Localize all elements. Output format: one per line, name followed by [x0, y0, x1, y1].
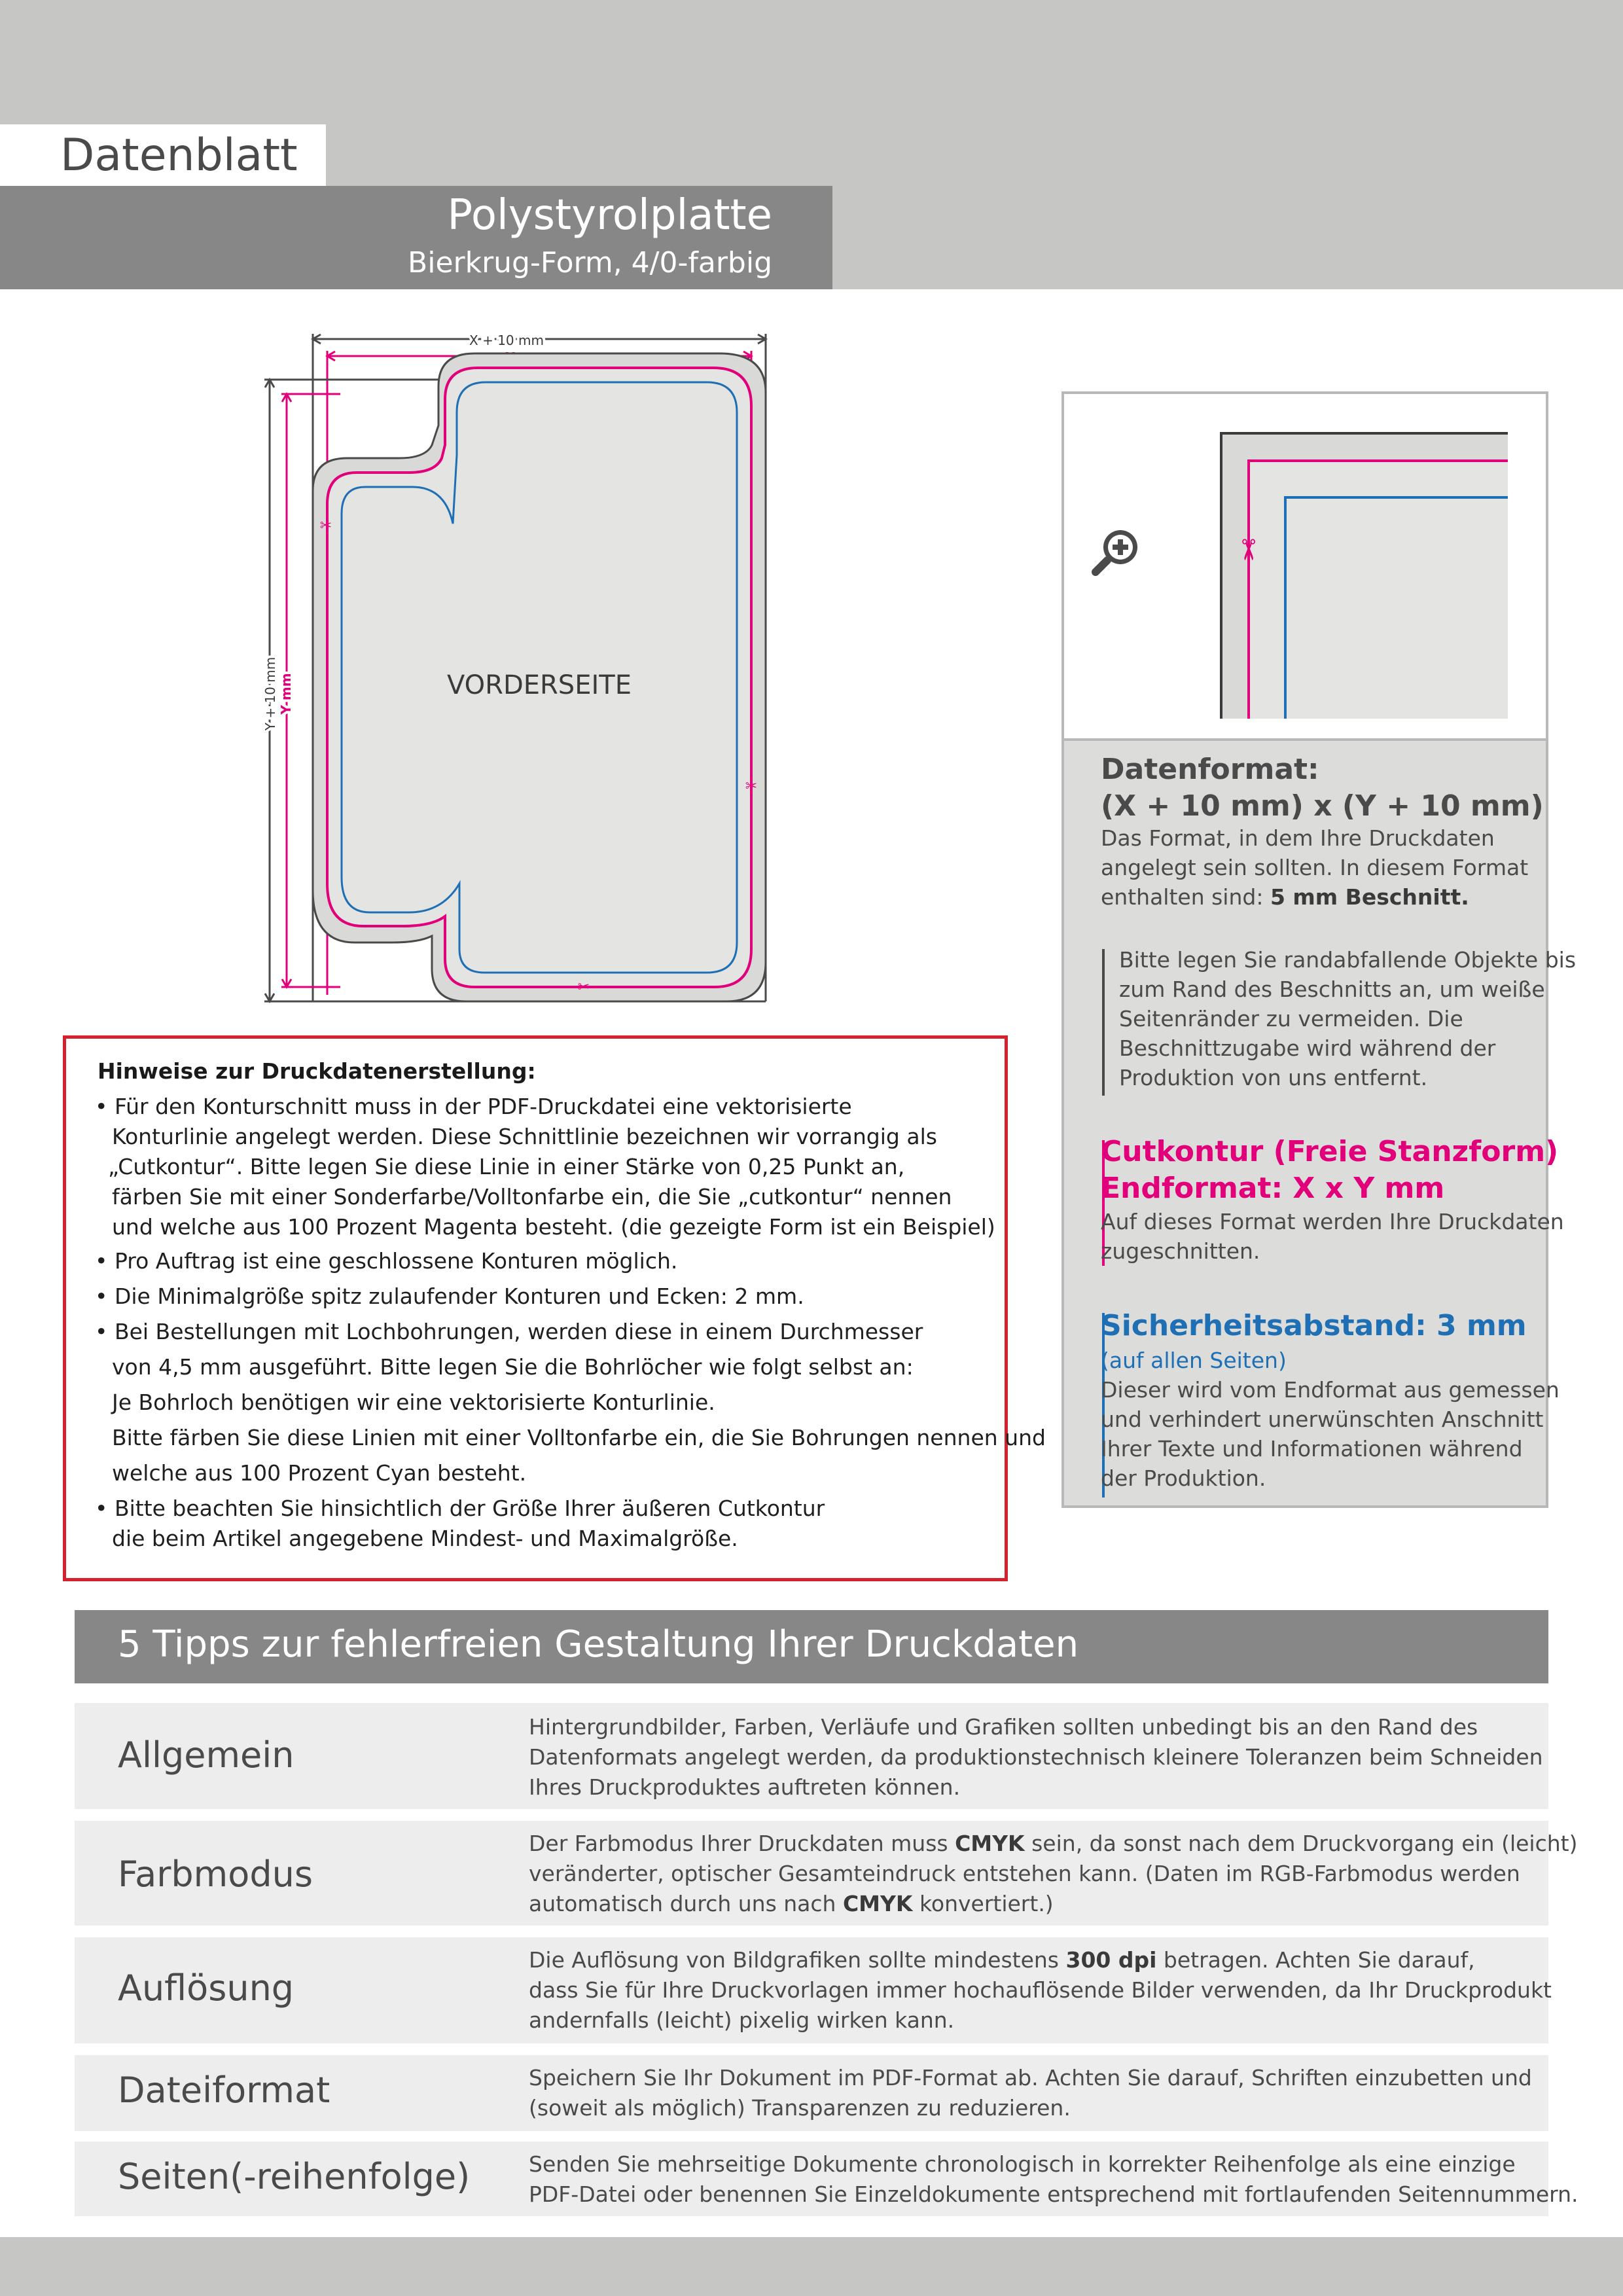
- tip-label: Auflösung: [118, 1967, 294, 2009]
- product-subtitle: Bierkrug-Form, 4/0-farbig: [408, 246, 772, 279]
- beer-mug-shape-diagram: [249, 314, 798, 1021]
- data-format-heading: Datenformat:: [1101, 753, 1319, 786]
- corner-detail-diagram: [1220, 432, 1508, 719]
- front-side-label: VORDERSEITE: [447, 670, 632, 700]
- tip-text: Ihres Druckproduktes auftreten können.: [529, 1774, 961, 1800]
- safety-text: Ihrer Texte und Informationen während: [1101, 1436, 1523, 1462]
- tip-text: Senden Sie mehrseitige Dokumente chronologisch in korrekter Reihenfolge als eine einzige: [529, 2151, 1516, 2177]
- tip-text: Die Auflösung von Bildgrafiken sollte mindestens 300 dpi betragen. Achten Sie darauf,: [529, 1947, 1475, 1973]
- notes-heading: Hinweise zur Druckdatenerstellung:: [98, 1058, 536, 1084]
- notes-line: Je Bohrloch benötigen wir eine vektorisierte Konturlinie.: [112, 1390, 715, 1415]
- tip-text: dass Sie für Ihre Druckvorlagen immer hochauflösende Bilder verwenden, da Ihr Druckprodukt: [529, 1977, 1552, 2003]
- cut-contour-heading: Cutkontur (Freie Stanzform): [1101, 1135, 1559, 1168]
- notes-line: • Die Minimalgröße spitz zulaufender Konturen und Ecken: 2 mm.: [95, 1283, 804, 1309]
- bleed-bar: [1102, 949, 1105, 1096]
- final-format-heading: Endformat: X x Y mm: [1101, 1172, 1445, 1205]
- notes-line: färben Sie mit einer Sonderfarbe/Volltonfarbe ein, die Sie „cutkontur“ nennen: [112, 1184, 952, 1210]
- tip-text: Hintergrundbilder, Farben, Verläufe und Grafiken sollten unbedingt bis an den Rand des: [529, 1714, 1478, 1740]
- tip-row-general: [75, 1703, 1548, 1809]
- cut-text: zugeschnitten.: [1101, 1238, 1260, 1264]
- notes-line: die beim Artikel angegebene Mindest- und Maximalgröße.: [112, 1526, 738, 1551]
- data-format-text: Das Format, in dem Ihre Druckdaten: [1101, 825, 1495, 851]
- bleed-text: zum Rand des Beschnitts an, um weiße: [1119, 977, 1545, 1002]
- tips-header: [75, 1610, 1548, 1683]
- tips-heading: 5 Tipps zur fehlerfreien Gestaltung Ihrer Druckdaten: [118, 1623, 1079, 1666]
- height-inner-label: Y mm: [278, 673, 294, 715]
- datasheet-label: Datenblatt: [60, 130, 298, 181]
- corner-detail-area: [1064, 394, 1546, 741]
- tip-text: Speichern Sie Ihr Dokument im PDF-Format ab. Achten Sie darauf, Schriften einzubetten und: [529, 2065, 1532, 2090]
- tip-label: Farbmodus: [118, 1854, 313, 1895]
- product-title: Polystyrolplatte: [447, 191, 772, 240]
- data-format-text: angelegt sein sollten. In diesem Format: [1101, 855, 1529, 880]
- scissors-icon: ✂: [1231, 537, 1264, 562]
- notes-line: „Cutkontur“. Bitte legen Sie diese Linie in einer Stärke von 0,25 Punkt an,: [108, 1154, 905, 1179]
- tip-label: Allgemein: [118, 1734, 294, 1776]
- notes-line: und welche aus 100 Prozent Magenta besteht. (die gezeigte Form ist ein Beispiel): [112, 1214, 995, 1240]
- tip-text: andernfalls (leicht) pixelig wirken kann.: [529, 2007, 955, 2033]
- format-legend: [1064, 741, 1577, 1505]
- tip-text: PDF-Datei oder benennen Sie Einzeldokumente entsprechend mit fortlaufenden Seitennummern.: [529, 2181, 1578, 2207]
- notes-line: • Bei Bestellungen mit Lochbohrungen, werden diese in einem Durchmesser: [95, 1319, 923, 1344]
- notes-line: Konturlinie angelegt werden. Diese Schnittlinie bezeichnen wir vorrangig als: [112, 1124, 937, 1149]
- cut-text: Auf dieses Format werden Ihre Druckdaten: [1101, 1209, 1564, 1234]
- tip-row-color-mode: [75, 1821, 1578, 1926]
- footer-band: [0, 2237, 1623, 2296]
- safety-margin-heading: Sicherheitsabstand: 3 mm: [1101, 1309, 1527, 1342]
- tip-text: veränderter, optischer Gesamteindruck entstehen kann. (Daten im RGB-Farbmodus werden: [529, 1861, 1520, 1886]
- width-outer-label: X + 10 mm: [469, 332, 544, 348]
- tip-label: Dateiformat: [118, 2070, 330, 2111]
- scissors-icon-bottom: ✂: [577, 979, 590, 996]
- zoom-in-icon: [1090, 525, 1143, 577]
- safety-margin-sub: (auf allen Seiten): [1101, 1348, 1287, 1373]
- tip-label: Seiten(-reihenfolge): [118, 2156, 471, 2197]
- tip-text: Datenformats angelegt werden, da produktionstechnisch kleinere Toleranzen beim Schneiden: [529, 1744, 1543, 1770]
- title-box: [0, 186, 832, 289]
- notes-line: • Pro Auftrag ist eine geschlossene Konturen möglich.: [95, 1248, 678, 1274]
- scissors-icon-right: ✂: [745, 778, 758, 795]
- bleed-text: Beschnittzugabe wird während der: [1119, 1035, 1496, 1061]
- data-format-size: (X + 10 mm) x (Y + 10 mm): [1101, 789, 1544, 823]
- scissors-icon-left: ✂: [319, 518, 332, 534]
- print-data-notes-box: [63, 1035, 1046, 1581]
- notes-line: • Bitte beachten Sie hinsichtlich der Größe Ihrer äußeren Cutkontur: [95, 1496, 825, 1521]
- tip-text: automatisch durch uns nach CMYK konvertiert.): [529, 1891, 1054, 1916]
- safety-text: der Produktion.: [1101, 1465, 1266, 1491]
- bleed-text: Seitenränder zu vermeiden. Die: [1119, 1006, 1463, 1031]
- tip-text: Der Farbmodus Ihrer Druckdaten muss CMYK sein, da sonst nach dem Druckvorgang ein (leicht): [529, 1831, 1578, 1856]
- tip-row-page-order: [75, 2142, 1578, 2216]
- tip-row-resolution: [75, 1937, 1552, 2043]
- bleed-text: Bitte legen Sie randabfallende Objekte bis: [1119, 947, 1577, 973]
- height-outer-label: Y + 10 mm: [262, 656, 278, 731]
- safety-text: Dieser wird vom Endformat aus gemessen: [1101, 1377, 1560, 1403]
- format-info-panel: [1061, 391, 1577, 1508]
- notes-line: von 4,5 mm ausgeführt. Bitte legen Sie die Bohrlöcher wie folgt selbst an:: [112, 1354, 914, 1380]
- bleed-text: Produktion von uns entfernt.: [1119, 1065, 1428, 1090]
- data-format-text: enthalten sind: 5 mm Beschnitt.: [1101, 884, 1469, 910]
- notes-line: welche aus 100 Prozent Cyan besteht.: [112, 1460, 527, 1486]
- tip-text: (soweit als möglich) Transparenzen zu reduzieren.: [529, 2095, 1071, 2121]
- safety-text: und verhindert unerwünschten Anschnitt: [1101, 1407, 1544, 1432]
- datasheet-tab: [0, 124, 326, 186]
- notes-line: Bitte färben Sie diese Linien mit einer Volltonfarbe ein, die Sie Bohrungen nennen und: [112, 1425, 1046, 1450]
- tip-row-file-format: [75, 2055, 1548, 2131]
- notes-line: • Für den Konturschnitt muss in der PDF-Druckdatei eine vektorisierte: [95, 1094, 852, 1119]
